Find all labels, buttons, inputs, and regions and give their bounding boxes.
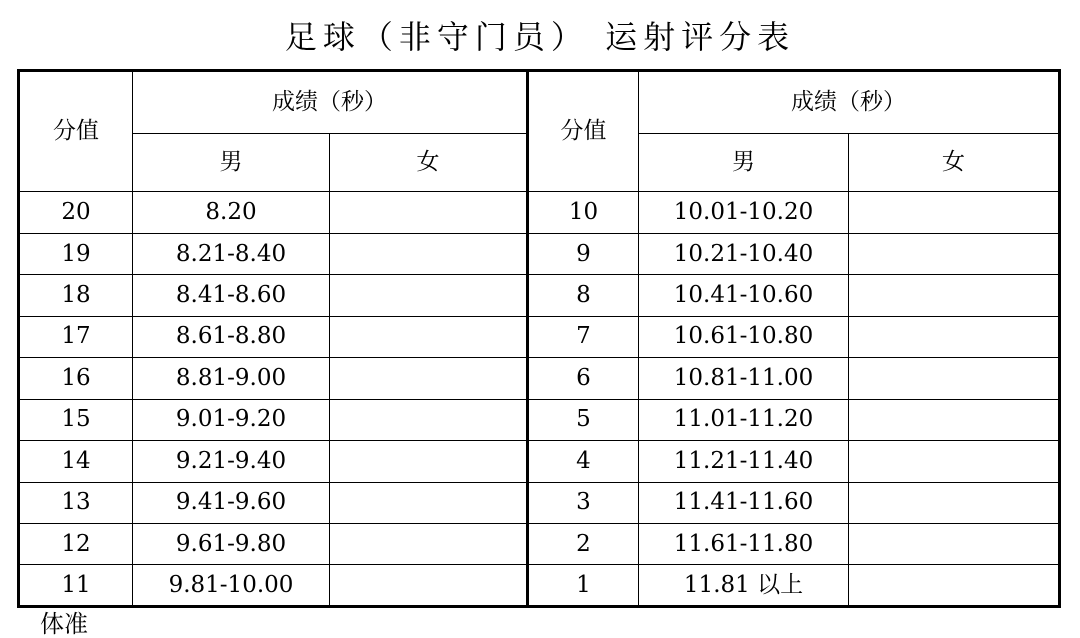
female-time-cell <box>849 275 1060 316</box>
table-row <box>19 399 1060 440</box>
table-row <box>19 233 1060 274</box>
score-table <box>17 69 1061 608</box>
score-cell: 7 <box>528 316 639 357</box>
score-cell: 1 <box>528 565 639 607</box>
score-cell: 10 <box>528 192 639 233</box>
female-time-cell <box>849 441 1060 482</box>
table-row <box>19 441 1060 482</box>
score-cell: 18 <box>19 275 133 316</box>
score-cell: 2 <box>528 523 639 564</box>
male-header: 男 <box>639 133 849 192</box>
female-time-cell <box>330 399 528 440</box>
male-time-cell: 9.41-9.60 <box>133 482 330 523</box>
table-row <box>19 192 1060 233</box>
score-cell: 4 <box>528 441 639 482</box>
female-time-cell <box>849 399 1060 440</box>
score-cell: 9 <box>528 233 639 274</box>
male-time-cell: 9.01-9.20 <box>133 399 330 440</box>
page-title: 足球（非守门员） 运射评分表 <box>284 18 796 56</box>
table-row <box>19 316 1060 357</box>
female-time-cell <box>849 482 1060 523</box>
score-cell: 8 <box>528 275 639 316</box>
female-time-cell <box>330 275 528 316</box>
male-time-cell: 9.21-9.40 <box>133 441 330 482</box>
header-row <box>19 71 1060 134</box>
male-time-cell: 10.81-11.00 <box>639 358 849 399</box>
female-time-cell <box>849 523 1060 564</box>
male-time-cell: 11.21-11.40 <box>639 441 849 482</box>
male-time-cell: 11.61-11.80 <box>639 523 849 564</box>
score-header: 分值 <box>19 71 133 192</box>
score-cell: 3 <box>528 482 639 523</box>
result-header: 成绩（秒） <box>639 71 1060 134</box>
score-cell: 16 <box>19 358 133 399</box>
female-time-cell <box>849 358 1060 399</box>
score-cell: 19 <box>19 233 133 274</box>
male-time-cell: 11.81 以上 <box>639 565 849 607</box>
score-cell: 5 <box>528 399 639 440</box>
male-time-cell: 8.20 <box>133 192 330 233</box>
score-cell: 14 <box>19 441 133 482</box>
score-cell: 12 <box>19 523 133 564</box>
score-cell: 6 <box>528 358 639 399</box>
male-time-cell: 8.21-8.40 <box>133 233 330 274</box>
female-time-cell <box>849 192 1060 233</box>
male-header: 男 <box>133 133 330 192</box>
male-time-cell: 8.81-9.00 <box>133 358 330 399</box>
score-cell: 11 <box>19 565 133 607</box>
table-row <box>19 358 1060 399</box>
female-time-cell <box>330 482 528 523</box>
female-time-cell <box>330 358 528 399</box>
male-time-cell: 8.61-8.80 <box>133 316 330 357</box>
female-time-cell <box>330 441 528 482</box>
female-header: 女 <box>330 133 528 192</box>
male-time-cell: 9.81-10.00 <box>133 565 330 607</box>
score-cell: 17 <box>19 316 133 357</box>
table-row <box>19 275 1060 316</box>
male-time-cell: 11.01-11.20 <box>639 399 849 440</box>
score-cell: 15 <box>19 399 133 440</box>
female-time-cell <box>330 192 528 233</box>
male-time-cell: 10.61-10.80 <box>639 316 849 357</box>
female-header: 女 <box>849 133 1060 192</box>
male-time-cell: 10.41-10.60 <box>639 275 849 316</box>
female-time-cell <box>330 565 528 607</box>
score-header: 分值 <box>528 71 639 192</box>
female-time-cell <box>849 233 1060 274</box>
female-time-cell <box>330 523 528 564</box>
female-time-cell <box>330 316 528 357</box>
table-row <box>19 565 1060 607</box>
male-time-cell: 9.61-9.80 <box>133 523 330 564</box>
score-cell: 13 <box>19 482 133 523</box>
male-time-cell: 11.41-11.60 <box>639 482 849 523</box>
female-time-cell <box>849 565 1060 607</box>
score-cell: 20 <box>19 192 133 233</box>
female-time-cell <box>849 316 1060 357</box>
table-row <box>19 523 1060 564</box>
table-row <box>19 482 1060 523</box>
footer-text: 体准 <box>40 610 88 638</box>
result-header: 成绩（秒） <box>133 71 528 134</box>
male-time-cell: 10.01-10.20 <box>639 192 849 233</box>
male-time-cell: 10.21-10.40 <box>639 233 849 274</box>
female-time-cell <box>330 233 528 274</box>
male-time-cell: 8.41-8.60 <box>133 275 330 316</box>
